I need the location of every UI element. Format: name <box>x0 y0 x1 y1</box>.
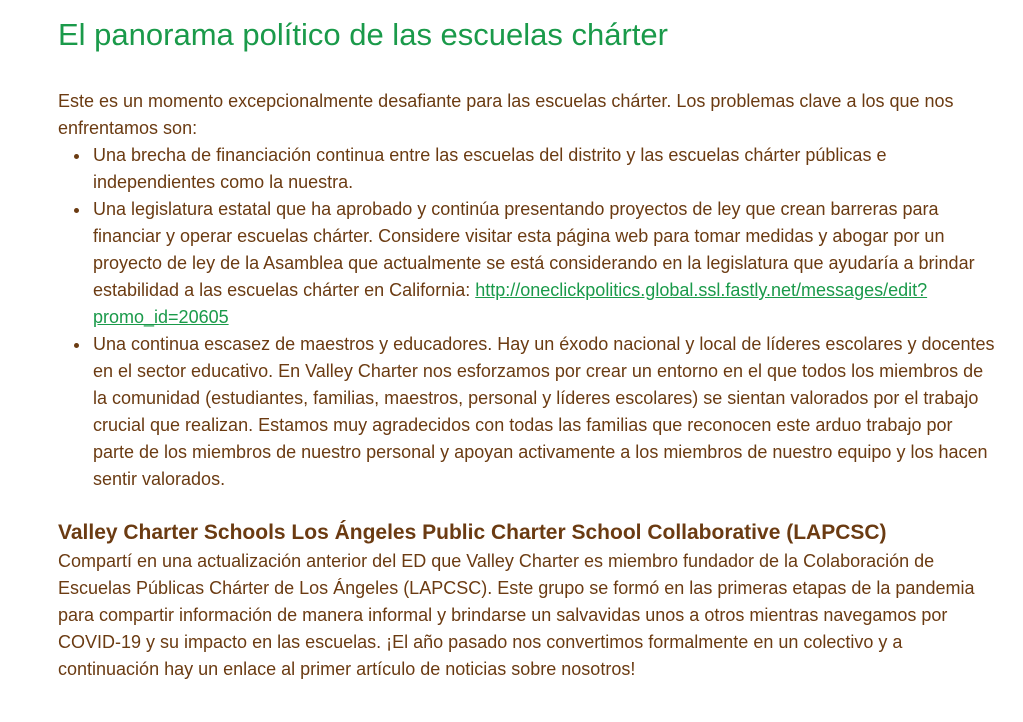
page-title: El panorama político de las escuelas chárter <box>58 17 668 52</box>
section-heading-lapcsc: Valley Charter Schools Los Ángeles Public Charter School Collaborative (LAPCSC) <box>58 521 887 544</box>
section-paragraph-lapcsc: Compartí en una actualización anterior del ED que Valley Charter es miembro fundador de la Colaboración de Escuelas Públicas Chárter de Los Ángeles (LAPCSC). Este grupo se formó en las primeras etapas de la pandemia para compartir información de manera informal y brindarse un salvavidas unos a otros mientras navegamos por COVID-19 y su impacto en las escuelas. ¡El año pasado nos convertimos formalmente en un colectivo y a continuación hay un enlace al primer artículo de noticias sobre nosotros! <box>58 551 975 679</box>
list-item-legislature <box>91 196 998 331</box>
intro-paragraph: Este es un momento excepcionalmente desafiante para las escuelas chárter. Los problemas clave a los que nos enfrentamos son: <box>58 91 954 138</box>
oneclickpolitics-link[interactable]: http://oneclickpolitics.global.ssl.fastly.net/messages/edit?promo_id=20605 <box>93 280 928 327</box>
list-item-text: Una continua escasez de maestros y educadores. Hay un éxodo nacional y local de líderes escolares y docentes en el sector educativo. En Valley Charter nos esforzamos por crear un entorno en el que todos los miembros de la comunidad (estudiantes, familias, maestros, personal y líderes escolares) se sientan valorados por el trabajo crucial que realizan. Estamos muy agradecidos con todas las familias que reconocen este arduo trabajo por parte de los miembros de nuestro personal y apoyan activamente a los miembros de nuestro equipo y los hacen sentir valorados. <box>93 334 995 489</box>
list-item-teacher-shortage <box>91 331 998 493</box>
article <box>58 16 998 683</box>
list-item-funding-gap <box>91 142 998 196</box>
issues-list <box>58 142 998 493</box>
list-item-text: Una brecha de financiación continua entre las escuelas del distrito y las escuelas chárter públicas e independientes como la nuestra. <box>93 145 887 192</box>
list-item-text: Una legislatura estatal que ha aprobado y continúa presentando proyectos de ley que crean barreras para financiar y operar escuelas chárter. Considere visitar esta página web para tomar medidas y abogar por un proyecto de ley de la Asamblea que actualmente se está considerando en la legislatura que ayudaría a brindar estabilidad a las escuelas chárter en California: <box>93 199 975 300</box>
